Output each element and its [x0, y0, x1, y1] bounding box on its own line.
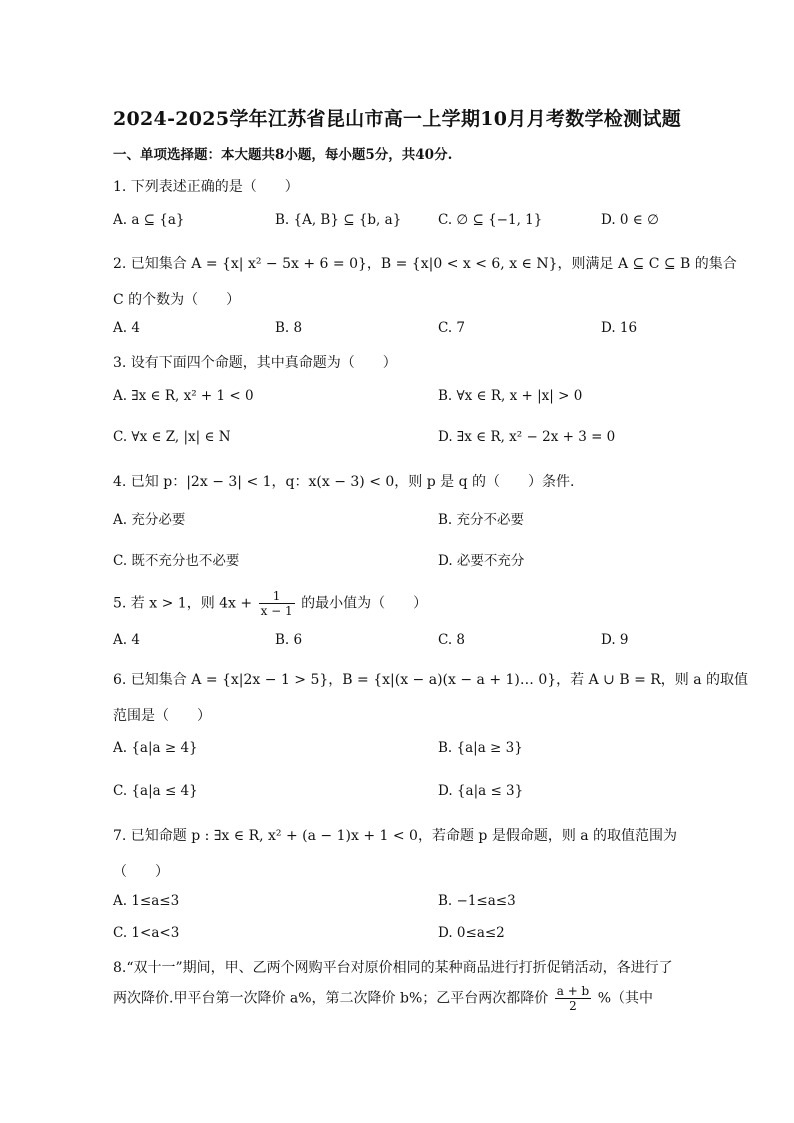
q1-option-b: B. {A, B} ⊆ {b, a}	[275, 212, 402, 228]
q6-option-a: A. {a|a ≥ 4}	[113, 740, 198, 756]
question-1-stem: 1. 下列表述正确的是（ ）	[113, 179, 299, 195]
q5-option-c: C. 8	[438, 632, 466, 648]
q5-option-d: D. 9	[601, 632, 629, 648]
q6-option-b: B. {a|a ≥ 3}	[438, 740, 523, 756]
question-4-stem: 4. 已知 p：|2x − 3| < 1，q：x(x − 3) < 0，则 p 是 q 的（ ）条件.	[113, 474, 575, 490]
q5-stem-start: 5. 若 x > 1，则 4x +	[113, 595, 253, 612]
q2-option-a: A. 4	[113, 320, 140, 336]
q5-fraction-numerator: 1	[259, 589, 295, 604]
exam-title: 2024-2025学年江苏省昆山市高一上学期10月月考数学检测试题	[113, 108, 681, 130]
q8-fraction-denominator: 2	[569, 999, 577, 1013]
q5-fraction-denominator: x − 1	[260, 604, 293, 618]
q4-option-c: C. 既不充分也不必要	[113, 553, 240, 569]
q2-option-c: C. 7	[438, 320, 466, 336]
q4-option-a: A. 充分必要	[113, 512, 186, 528]
question-5-stem	[113, 589, 427, 618]
q3-option-d: D. ∃x ∈ R, x² − 2x + 3 = 0	[438, 429, 616, 445]
question-6-stem-cont: 范围是（ ）	[113, 708, 211, 724]
q2-option-d: D. 16	[601, 320, 638, 336]
q4-option-b: B. 充分不必要	[438, 512, 525, 528]
question-2-stem-cont: C 的个数为（ ）	[113, 292, 241, 308]
question-3-stem: 3. 设有下面四个命题，其中真命题为（ ）	[113, 355, 397, 371]
q5-fraction	[259, 589, 295, 618]
question-8-stem-cont	[113, 984, 653, 1013]
q1-option-d: D. 0 ∈ ∅	[601, 212, 659, 228]
q8-fraction-numerator: a + b	[556, 984, 590, 998]
q1-option-c: C. ∅ ⊆ {−1, 1}	[438, 212, 543, 228]
question-2-stem: 2. 已知集合 A = {x| x² − 5x + 6 = 0}，B = {x|0 < x < 6, x ∈ N}，则满足 A ⊆ C ⊆ B 的集合	[113, 256, 737, 272]
question-7-stem-cont: （ ）	[113, 864, 169, 880]
question-6-stem: 6. 已知集合 A = {x|2x − 1 > 5}，B = {x|(x − a)(x − a + 1)… 0}，若 A ∪ B = R，则 a 的取值	[113, 672, 749, 688]
q8-stem-cont-start: 两次降价.甲平台第一次降价 a%，第二次降价 b%；乙平台两次都降价	[113, 990, 549, 1007]
q7-option-a: A. 1≤a≤3	[113, 893, 180, 909]
q3-option-b: B. ∀x ∈ R, x + |x| > 0	[438, 388, 583, 404]
q8-stem-cont-end: %（其中	[597, 990, 654, 1007]
question-7-stem: 7. 已知命题 p : ∃x ∈ R, x² + (a − 1)x + 1 < 0，若命题 p 是假命题，则 a 的取值范围为	[113, 828, 678, 844]
q7-option-c: C. 1<a<3	[113, 925, 180, 941]
q5-option-b: B. 6	[275, 632, 303, 648]
q3-option-c: C. ∀x ∈ Z, |x| ∈ N	[113, 429, 231, 445]
q7-option-d: D. 0≤a≤2	[438, 925, 505, 941]
q7-option-b: B. −1≤a≤3	[438, 893, 516, 909]
q1-option-a: A. a ⊆ {a}	[113, 212, 185, 228]
q2-option-b: B. 8	[275, 320, 303, 336]
question-8-stem: 8.“双十一”期间，甲、乙两个网购平台对原价相同的某种商品进行打折促销活动，各进行了	[113, 960, 673, 976]
q6-option-d: D. {a|a ≤ 3}	[438, 783, 524, 799]
q5-stem-end: 的最小值为（ ）	[301, 595, 428, 612]
section-heading: 一、单项选择题：本大题共8小题，每小题5分，共40分.	[113, 147, 453, 163]
q3-option-a: A. ∃x ∈ R, x² + 1 < 0	[113, 388, 254, 404]
q5-option-a: A. 4	[113, 632, 140, 648]
q4-option-d: D. 必要不充分	[438, 553, 525, 569]
q8-fraction	[555, 984, 592, 1013]
q6-option-c: C. {a|a ≤ 4}	[113, 783, 198, 799]
